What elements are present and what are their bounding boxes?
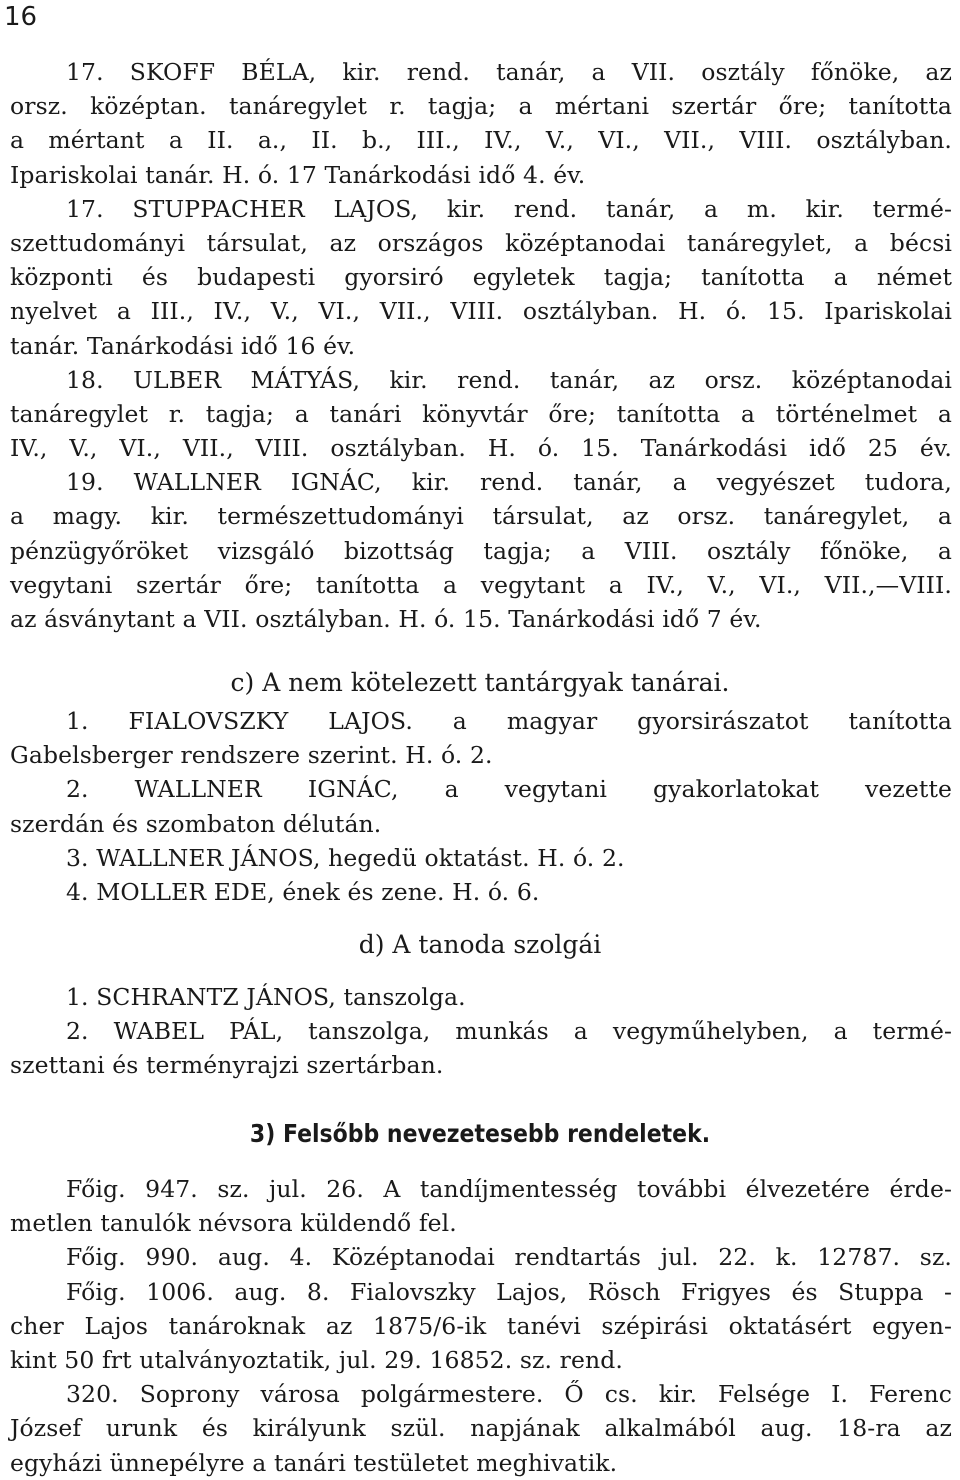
section-heading-3: 3) Felsőbb nevezetesebb rendeletek. (249, 1119, 711, 1148)
entry-line: a mértant a II. a., II. b., III., IV., V., VI., VII., VIII. osztályban. (10, 126, 952, 155)
entry-line: tanár. Tanárkodási idő 16 év. (10, 331, 356, 360)
entry-line: orsz. középtan. tanáregylet r. tagja; a mértani szertár őre; tanította (10, 92, 952, 121)
entry-line: 1. SCHRANTZ JÁNOS, tanszolga. (66, 983, 466, 1011)
entry-line: 320. Soprony városa polgármestere. Ő cs. kir. Felsége I. Ferenc (66, 1380, 952, 1409)
entry-line: pénzügyőröket vizsgáló bizottság tagja; a VIII. osztály főnöke, a (10, 536, 952, 565)
entry-line: központi és budapesti gyorsiró egyletek tagja; tanította a német (10, 263, 952, 292)
entry-line: 2. WABEL PÁL, tanszolga, munkás a vegyműhelyben, a termé- (66, 1017, 952, 1046)
school-servants (10, 980, 952, 1083)
entry-line: József urunk és királyunk szül. napjának alkalmából aug. 18-ra az (10, 1414, 952, 1443)
entry-line: a magy. kir. természettudományi társulat, az orsz. tanáregylet, a (10, 502, 952, 531)
teacher-entries (10, 55, 952, 636)
entry-line: 4. MOLLER EDE, ének és zene. H. ó. 6. (66, 877, 540, 906)
entry-line: szettudományi társulat, az országos középtanodai tanáregylet, a bécsi (10, 228, 952, 257)
entry-line: 17. STUPPACHER LAJOS, kir. rend. tanár, a m. kir. termé- (66, 194, 952, 223)
entry-line: metlen tanulók névsora küldendő fel. (10, 1209, 457, 1238)
decrees-list (10, 1172, 952, 1480)
section-heading-d: d) A tanoda szolgái (358, 930, 602, 959)
entry-line: vegytani szertár őre; tanította a vegytant a IV., V., VI., VII.,—VIII. (10, 570, 952, 599)
entry-line: tanáregylet r. tagja; a tanári könyvtár őre; tanította a történelmet a (10, 399, 952, 428)
page-number: 16 (4, 2, 38, 32)
section-heading-c: c) A nem kötelezett tantárgyak tanárai. (230, 668, 730, 697)
entry-line: az ásványtant a VII. osztályban. H. ó. 15. Tanárkodási idő 7 év. (10, 605, 762, 633)
entry-line: 1. FIALOVSZKY LAJOS. a magyar gyorsirászatot tanította (66, 707, 952, 735)
entry-line: Főig. 1006. aug. 8. Fialovszky Lajos, Rösch Frigyes és Stuppa - (66, 1277, 952, 1306)
entry-line: Főig. 990. aug. 4. Középtanodai rendtartás jul. 22. k. 12787. sz. (66, 1243, 952, 1272)
entry-line: 17. SKOFF BÉLA, kir. rend. tanár, a VII. osztály főnöke, az (66, 58, 952, 86)
entry-line: szerdán és szombaton délután. (10, 809, 382, 838)
entry-line: kint 50 frt utalványoztatik, jul. 29. 16852. sz. rend. (10, 1345, 623, 1374)
entry-line: cher Lajos tanároknak az 1875/6-ik tanévi szépirási oktatásért egyen- (10, 1311, 952, 1340)
entry-line: nyelvet a III., IV., V., VI., VII., VIII. osztályban. H. ó. 15. Ipariskolai (10, 297, 952, 326)
entry-line: Főig. 947. sz. jul. 26. A tandíjmentesség további élvezetére érde- (66, 1175, 952, 1203)
entry-line: 18. ULBER MÁTYÁS, kir. rend. tanár, az orsz. középtanodai (66, 365, 952, 394)
entry-line: Ipariskolai tanár. H. ó. 17 Tanárkodási idő 4. év. (10, 160, 586, 189)
optional-subject-teachers (10, 704, 952, 909)
entry-line: 19. WALLNER IGNÁC, kir. rend. tanár, a vegyészet tudora, (66, 468, 952, 497)
entry-line: IV., V., VI., VII., VIII. osztályban. H. ó. 15. Tanárkodási idő 25 év. (10, 434, 952, 463)
entry-line: egyházi ünnepélyre a tanári testületet meghivatik. (10, 1448, 618, 1477)
entry-line: 2. WALLNER IGNÁC, a vegytani gyakorlatokat vezette (66, 775, 952, 804)
entry-line: Gabelsberger rendszere szerint. H. ó. 2. (10, 741, 493, 770)
entry-line: szettani és terményrajzi szertárban. (10, 1051, 444, 1080)
entry-line: 3. WALLNER JÁNOS, hegedü oktatást. H. ó. 2. (66, 843, 625, 872)
